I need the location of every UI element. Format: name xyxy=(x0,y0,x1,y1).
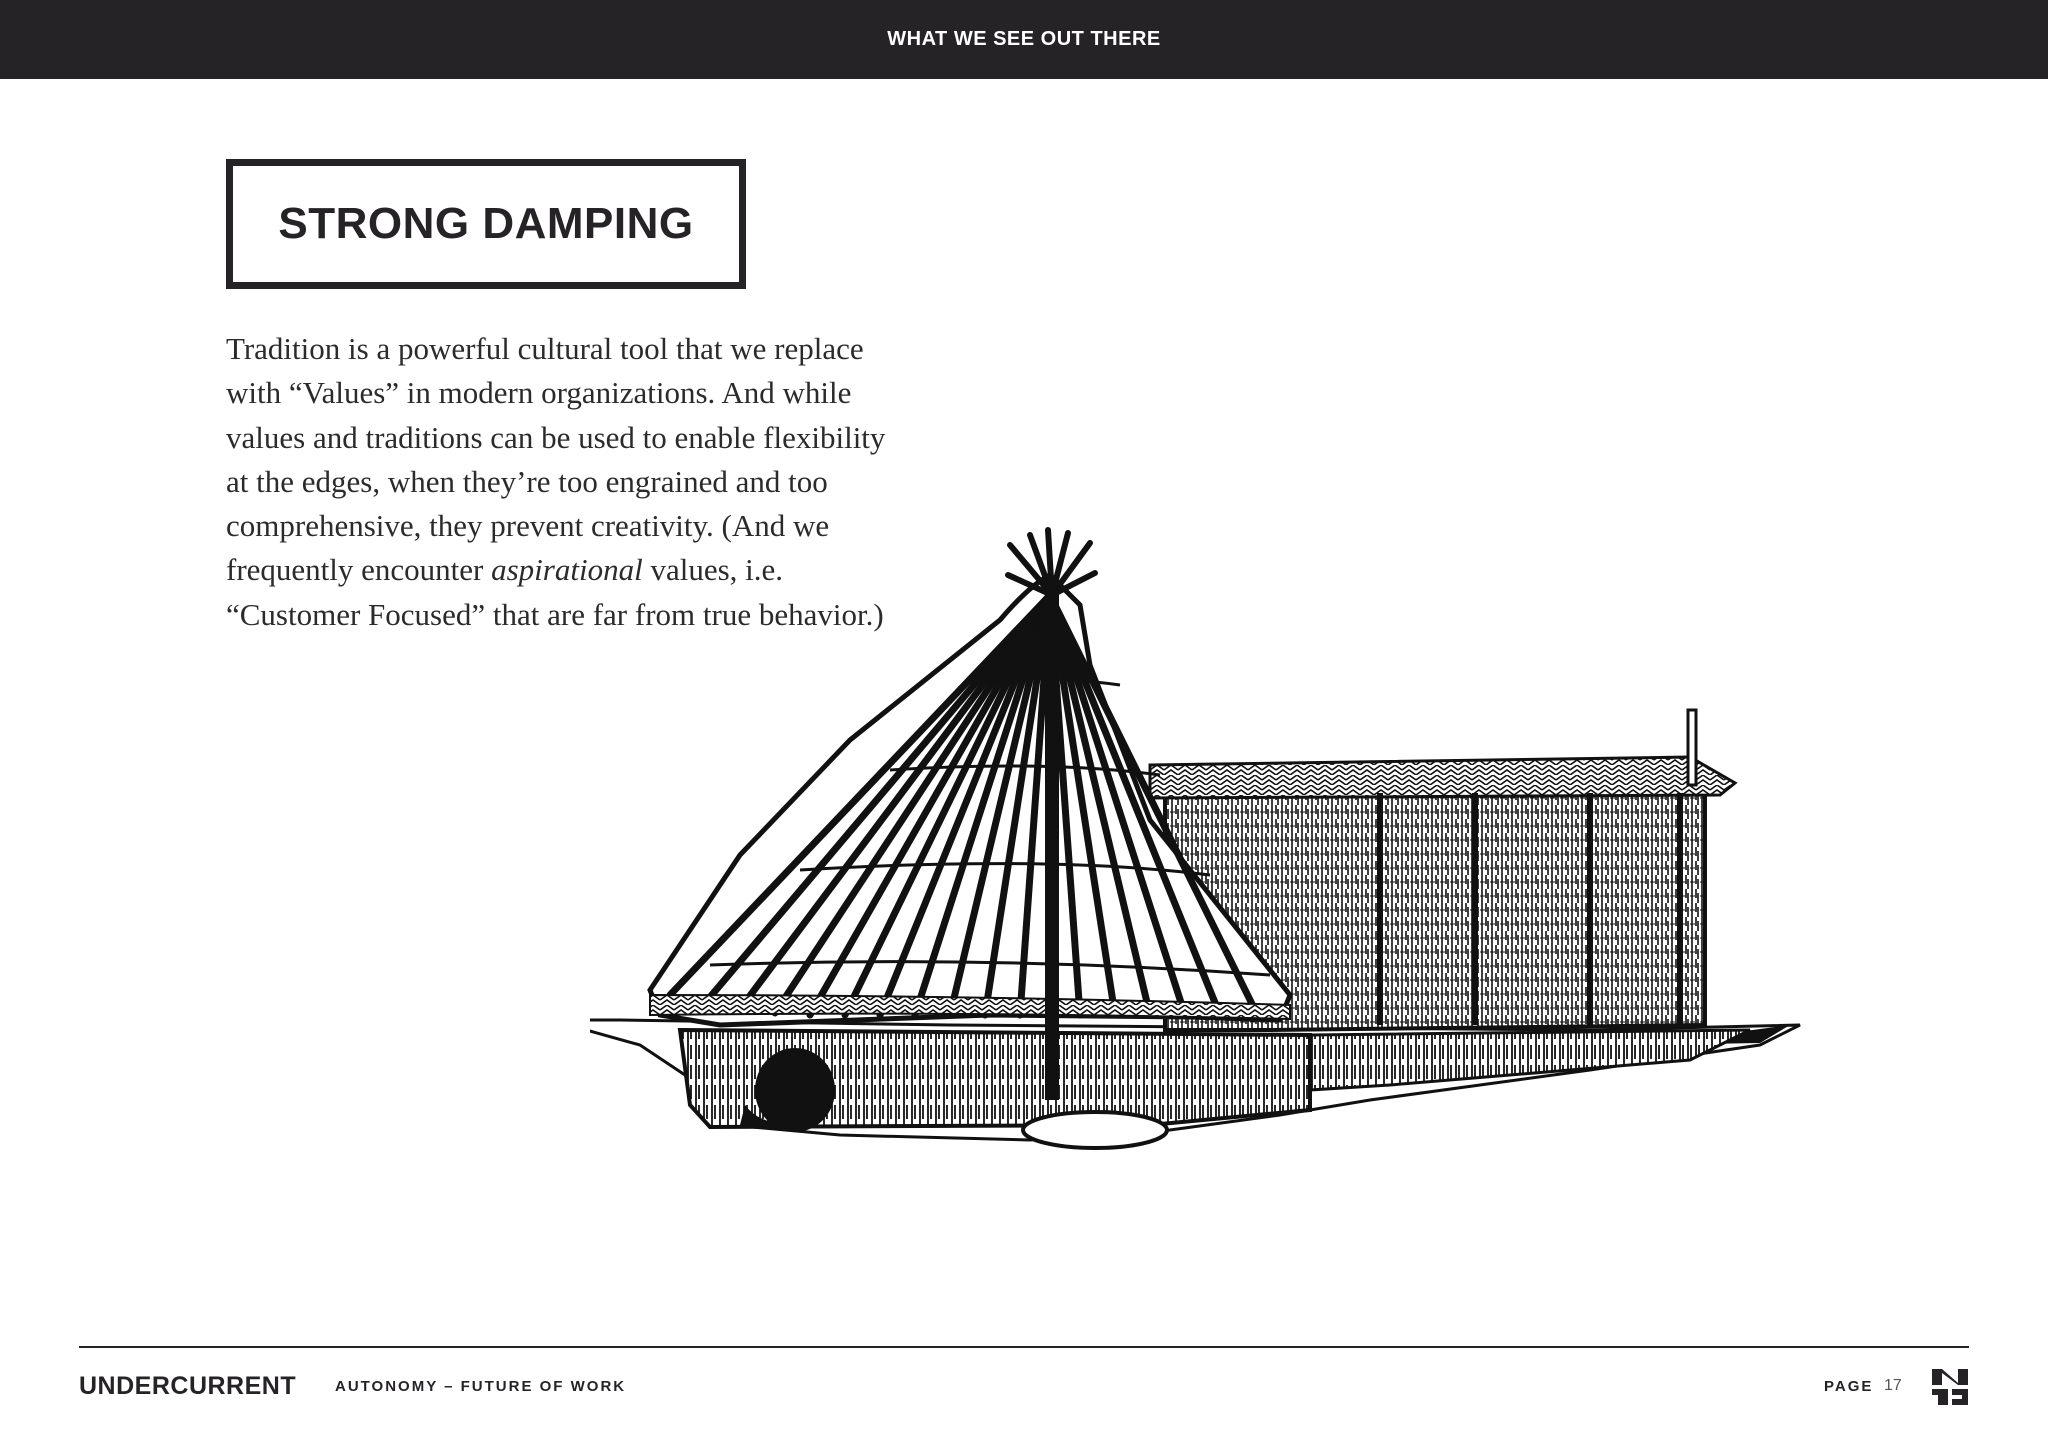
paragraph-text-1: Tradition is a powerful cultural tool that we replace with “Values” in modern organizations. And while values and traditions can be used to enable flexibility at the edges, when they’re too engrained and too comprehensive, they prevent creativity. (And we frequently encounter xyxy=(226,331,886,588)
document-subtitle: AUTONOMY – FUTURE OF WORK xyxy=(335,1378,627,1395)
section-title: WHAT WE SEE OUT THERE xyxy=(887,28,1161,50)
paragraph-italic-word: aspirational xyxy=(491,552,643,588)
footer-divider xyxy=(79,1346,1969,1348)
hut-illustration xyxy=(590,525,1810,1215)
top-banner xyxy=(0,0,2048,79)
page-number: 17 xyxy=(1884,1377,1902,1394)
undercurrent-logo-icon xyxy=(1932,1369,1968,1405)
paragraph-text-2: values, i.e. “Customer Focused” that are far from true behavior.) xyxy=(226,552,884,632)
page-label: PAGE xyxy=(1824,1378,1874,1395)
brand-name: UNDERCURRENT xyxy=(79,1372,297,1400)
heading-box xyxy=(226,159,746,289)
page-heading: STRONG DAMPING xyxy=(278,199,694,248)
